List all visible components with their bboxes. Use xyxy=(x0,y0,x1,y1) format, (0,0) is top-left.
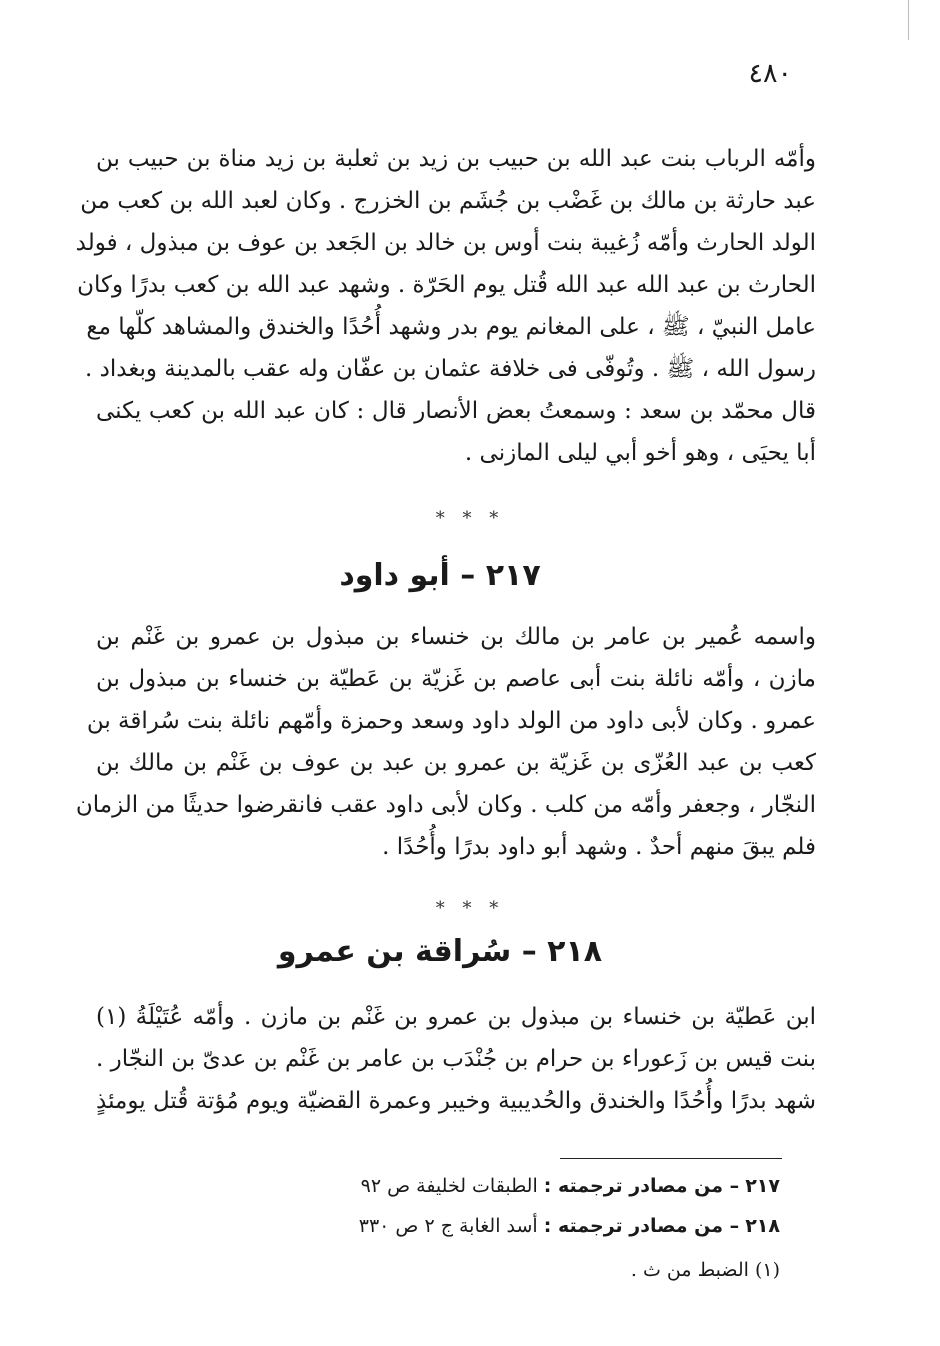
text-line: بنت قيس بن زَعوراء بن حرام بن جُنْدَب بن عامر بن غَنْم بن عدىّ بن النجّار . xyxy=(96,1046,816,1072)
footnote-text: الطبقات لخليفة ص ٩٢ xyxy=(360,1175,538,1197)
text-line: الحارث بن عبد الله عبد الله قُتل يوم الحَرّة . وشهد عبد الله بن كعب بدرًا وكان xyxy=(77,272,816,298)
text-line: ابن عَطيّة بن خنساء بن مبذول بن عمرو بن غَنْم بن مازن . وأمّه عُتَيْلَةُ (١) xyxy=(96,1004,816,1030)
footnote-text: (١) الضبط من ث . xyxy=(630,1259,780,1281)
intro-paragraph xyxy=(75,138,816,474)
footnote-217 xyxy=(200,1166,780,1206)
footnote-rule xyxy=(560,1158,782,1159)
text-line: رسول الله ، ﷺ . وتُوفّى فى خلافة عثمان بن عفّان وله عقب بالمدينة وبغداد . xyxy=(85,356,816,382)
text-line: كعب بن عبد العُزّى بن غَزيّة بن عمرو بن عبد بن عوف بن غَنْم بن مالك بن xyxy=(96,750,816,776)
scan-margin-mark xyxy=(908,0,909,40)
footnote-218 xyxy=(200,1206,780,1246)
text-line: النجّار ، وجعفر وأمّه من كلب . وكان لأبى داود عقب فانقرضوا حديثًا من الزمان xyxy=(75,792,816,818)
entry-218-paragraph xyxy=(96,996,816,1122)
entry-217-paragraph xyxy=(75,616,816,868)
text-line: عامل النبيّ ، ﷺ ، على المغانم يوم بدر وشهد أُحُدًا والخندق والمشاهد كلّها مع xyxy=(86,314,816,340)
text-line: عبد حارثة بن مالك بن غَضْب بن جُشَم بن الخزرج . وكان لعبد الله بن كعب من xyxy=(80,188,816,214)
footnote-number: ٢١٧ xyxy=(745,1175,780,1197)
text-line: فلم يبقَ منهم أحدٌ . وشهد أبو داود بدرًا وأُحُدًا . xyxy=(382,834,816,860)
footnote-label: – من مصادر ترجمته : xyxy=(543,1175,740,1197)
entry-heading-217: ٢١٧ – أبو داود xyxy=(339,558,541,593)
text-line: الولد الحارث وأمّه زُغيبة بنت أوس بن خالد بن الجَعد بن عوف بن مبذول ، فولد xyxy=(75,230,816,256)
footnotes xyxy=(200,1166,780,1290)
text-line: مازن ، وأمّه نائلة بنت أبى عاصم بن غَزيّة بن عَطيّة بن خنساء بن مبذول بن xyxy=(96,666,816,692)
text-line: وأمّه الرباب بنت عبد الله بن حبيب بن زيد بن ثعلبة بن زيد مناة بن حبيب بن xyxy=(96,146,816,172)
text-line: قال محمّد بن سعد : وسمعتُ بعض الأنصار قال : كان عبد الله بن كعب يكنى xyxy=(96,398,816,424)
page-number: ٤٨٠ xyxy=(748,58,792,89)
footnote-text: أسد الغابة ج ٢ ص ٣٣٠ xyxy=(358,1215,538,1237)
section-separator: * * * xyxy=(435,508,505,529)
footnote-label: – من مصادر ترجمته : xyxy=(543,1215,740,1237)
text-line: عمرو . وكان لأبى داود من الولد داود وسعد وحمزة وأمّهم نائلة بنت سُراقة بن xyxy=(86,708,816,734)
entry-heading-218: ٢١٨ – سُراقة بن عمرو xyxy=(277,934,603,969)
text-line: شهد بدرًا وأُحُدًا والخندق والحُديبية وخيبر وعمرة القضيّة ويوم مُؤتة قُتل يومئذٍ xyxy=(96,1088,816,1114)
footnote-number: ٢١٨ xyxy=(745,1215,780,1237)
text-line: واسمه عُمير بن عامر بن مالك بن خنساء بن مبذول بن عمرو بن غَنْم بن xyxy=(96,624,816,650)
section-separator: * * * xyxy=(435,898,505,919)
footnote-1 xyxy=(200,1246,780,1290)
text-line: أبا يحيَى ، وهو أخو أبي ليلى المازنى . xyxy=(464,440,816,466)
